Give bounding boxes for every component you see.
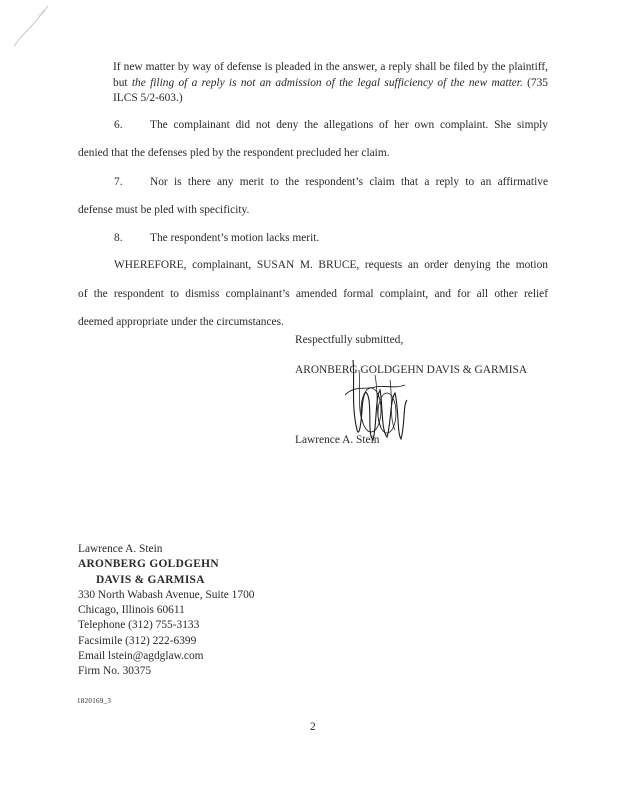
quoted-statute-paragraph: [113, 60, 548, 107]
signature-firm-name: ARONBERG GOLDGEHN DAVIS & GARMISA: [295, 364, 528, 376]
paragraph-7-line-2: defense must be pled with specificity.: [78, 204, 250, 216]
wherefore-line-3: deemed appropriate under the circumstances.: [78, 316, 284, 328]
telephone-number: Telephone (312) 755-3133: [78, 619, 200, 632]
page-number: 2: [310, 721, 316, 733]
closing-text: Respectfully submitted,: [295, 334, 404, 346]
street-address: 330 North Wabash Avenue, Suite 1700: [78, 588, 255, 601]
wherefore-line-2: of the respondent to dismiss complainant’s amended formal complaint, and for all other relief: [78, 288, 548, 300]
firm-name-line-2: DAVIS & GARMISA: [96, 573, 205, 586]
handwritten-signature: [335, 355, 410, 450]
wherefore-line-1: WHEREFORE, complainant, SUSAN M. BRUCE, requests an order denying the motion: [114, 259, 548, 271]
paragraph-6-line-2: denied that the defenses pled by the respondent precluded her claim.: [78, 147, 390, 159]
document-id: 1820169_3: [77, 697, 112, 705]
city-state-zip: Chicago, Illinois 60611: [78, 604, 185, 617]
quote-citation: (735 ILCS 5/2-603.): [113, 76, 549, 104]
email-address: Email lstein@agdglaw.com: [78, 650, 204, 663]
attorney-address-block: [78, 542, 254, 680]
firm-number: Firm No. 30375: [78, 665, 152, 678]
scan-artifact-mark: [8, 4, 52, 48]
paragraph-6-number: 6.: [114, 119, 123, 131]
paragraph-6-line-1: The complainant did not deny the allegations of her own complaint. She simply: [150, 119, 548, 131]
paragraph-8-number: 8.: [114, 232, 123, 244]
attorney-name: Lawrence A. Stein: [78, 543, 163, 555]
paragraph-7-number: 7.: [114, 176, 123, 188]
quote-lead-text: If new matter by way of defense is pleaded in the answer, a reply shall be filed by the plaintiff, but: [113, 61, 548, 89]
firm-name-line-1: ARONBERG GOLDGEHN: [78, 558, 219, 571]
paragraph-7-line-1: Nor is there any merit to the respondent’s claim that a reply to an affirmative: [150, 176, 548, 188]
quote-italic-text: the filing of a reply is not an admission of the legal sufficiency of the new matter.: [131, 76, 523, 89]
paragraph-8-text: The respondent’s motion lacks merit.: [150, 232, 320, 244]
facsimile-number: Facsimile (312) 222-6399: [78, 634, 197, 647]
signer-name: Lawrence A. Stein: [295, 434, 380, 446]
